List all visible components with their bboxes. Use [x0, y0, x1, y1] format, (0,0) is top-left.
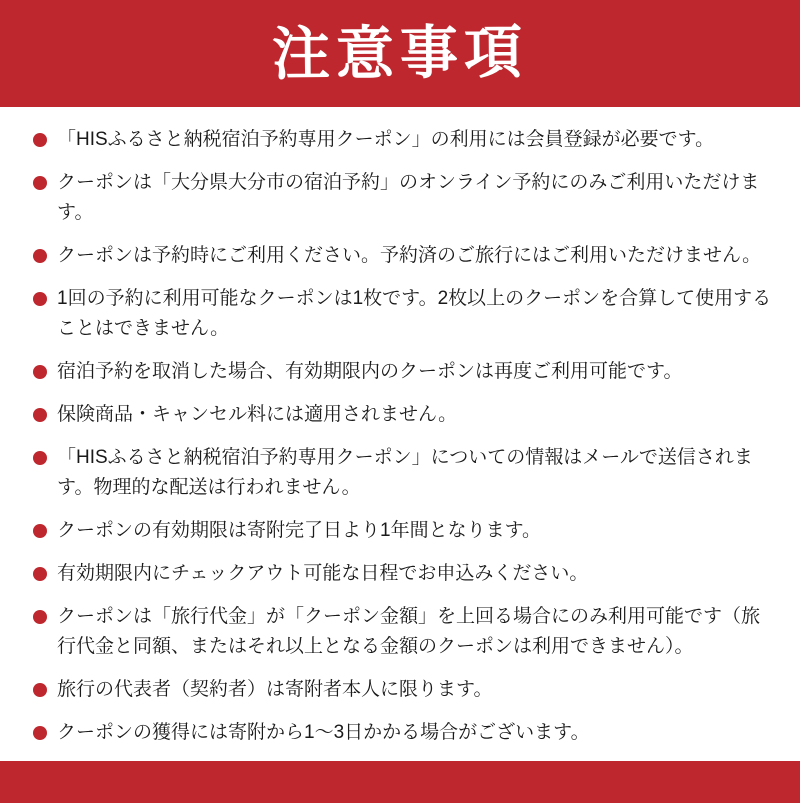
page-title: 注意事項 [271, 19, 529, 87]
notice-header [0, 0, 800, 107]
note-item [33, 284, 778, 344]
note-item [33, 602, 778, 662]
note-item [33, 516, 778, 546]
note-text: 保険商品・キャンセル料には適用されません。 [57, 404, 458, 425]
bullet-icon [33, 408, 47, 422]
note-text: 「HISふるさと納税宿泊予約専用クーポン」についての情報はメールで送信されます。物理的な配送は行われません。 [57, 447, 753, 498]
note-text: 「HISふるさと納税宿泊予約専用クーポン」の利用には会員登録が必要です。 [57, 129, 715, 150]
bullet-icon [33, 176, 47, 190]
bullet-icon [33, 133, 47, 147]
note-text: 宿泊予約を取消した場合、有効期限内のクーポンは再度ご利用可能です。 [57, 361, 683, 382]
note-text: クーポンは「旅行代金」が「クーポン金額」を上回る場合にのみ利用可能です（旅行代金と同額、またはそれ以上となる金額のクーポンは利用できません）。 [57, 606, 761, 657]
note-item [33, 168, 778, 228]
note-text: クーポンは「大分県大分市の宿泊予約」のオンライン予約にのみご利用いただけます。 [57, 172, 760, 223]
note-text: 1回の予約に利用可能なクーポンは1枚です。2枚以上のクーポンを合算して使用することはできません。 [57, 288, 772, 339]
note-item [33, 400, 778, 430]
note-text: クーポンは予約時にご利用ください。予約済のご旅行にはご利用いただけません。 [57, 245, 762, 266]
note-item [33, 443, 778, 503]
bullet-icon [33, 683, 47, 697]
bullet-icon [33, 451, 47, 465]
note-item [33, 718, 778, 748]
note-text: 有効期限内にチェックアウト可能な日程でお申込みください。 [57, 563, 589, 584]
bullet-icon [33, 567, 47, 581]
bullet-icon [33, 249, 47, 263]
bullet-icon [33, 292, 47, 306]
note-text: クーポンの有効期限は寄附完了日より1年間となります。 [57, 520, 542, 541]
note-text: クーポンの獲得には寄附から1～3日かかる場合がございます。 [57, 722, 590, 743]
bullet-icon [33, 524, 47, 538]
bullet-icon [33, 726, 47, 740]
note-item [33, 559, 778, 589]
bullet-icon [33, 610, 47, 624]
note-text: 旅行の代表者（契約者）は寄附者本人に限ります。 [57, 679, 493, 700]
notice-body [0, 107, 800, 761]
bullet-icon [33, 365, 47, 379]
note-item [33, 241, 778, 271]
note-item [33, 357, 778, 387]
note-item [33, 675, 778, 705]
note-item [33, 125, 778, 155]
footer-bar [0, 761, 800, 803]
